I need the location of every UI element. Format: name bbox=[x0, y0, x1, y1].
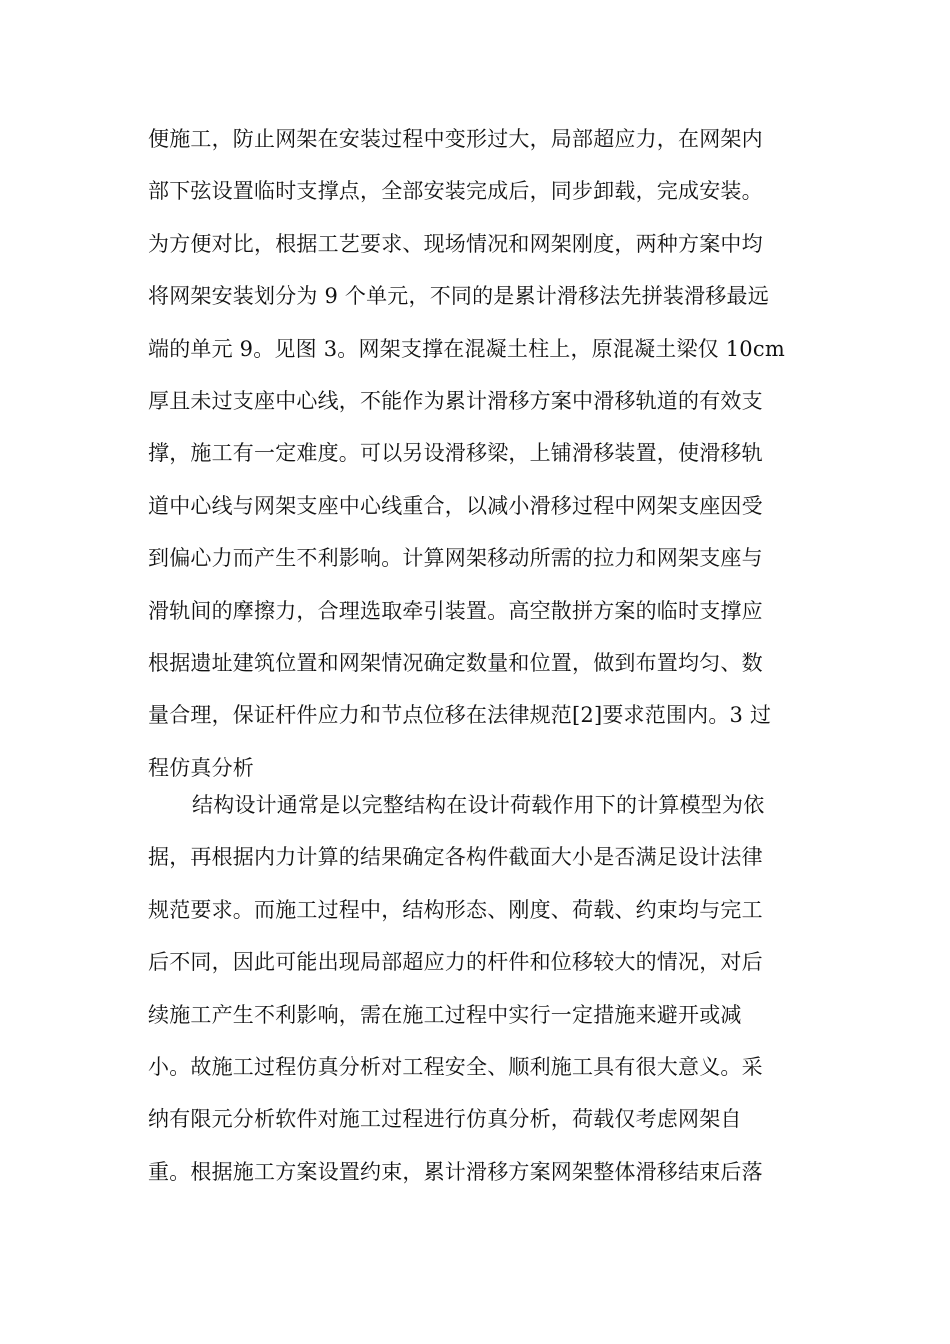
text-line: 据，再根据内力计算的结果确定各构件截面大小是否满足设计法律 bbox=[148, 845, 763, 870]
text-line: 将网架安装划分为 9 个单元，不同的是累计滑移法先拼装滑移最远 bbox=[148, 284, 769, 309]
text-line: 小。故施工过程仿真分析对工程安全、顺利施工具有很大意义。采 bbox=[148, 1054, 763, 1079]
text-line: 结构设计通常是以完整结构在设计荷载作用下的计算模型为依 bbox=[192, 793, 765, 817]
text-line: 根据遗址建筑位置和网架情况确定数量和位置，做到布置均匀、数 bbox=[148, 650, 763, 675]
text-line: 纳有限元分析软件对施工过程进行仿真分析，荷载仅考虑网架自 bbox=[148, 1107, 742, 1132]
text-line: 到偏心力而产生不利影响。计算网架移动所需的拉力和网架支座与 bbox=[148, 546, 763, 571]
paragraph-simulation-analysis bbox=[148, 779, 808, 1198]
paragraph-construction-plan bbox=[148, 113, 808, 794]
text-line: 量合理，保证杆件应力和节点位移在法律规范[2]要求范围内。3 过 bbox=[148, 703, 772, 728]
text-line: 续施工产生不利影响，需在施工过程中实行一定措施来避开或减 bbox=[148, 1002, 742, 1027]
text-line: 部下弦设置临时支撑点，全部安装完成后，同步卸载，完成安装。 bbox=[148, 179, 763, 204]
text-line: 道中心线与网架支座中心线重合，以减小滑移过程中网架支座因受 bbox=[148, 493, 763, 518]
text-line: 端的单元 9。见图 3。网架支撑在混凝土柱上，原混凝土梁仅 10cm bbox=[148, 336, 785, 361]
text-line: 程仿真分析 bbox=[148, 755, 254, 780]
text-line: 滑轨间的摩擦力，合理选取牵引装置。高空散拼方案的临时支撑应 bbox=[148, 598, 763, 623]
text-line: 后不同，因此可能出现局部超应力的杆件和位移较大的情况，对后 bbox=[148, 950, 763, 975]
text-line: 规范要求。而施工过程中，结构形态、刚度、荷载、约束均与完工 bbox=[148, 897, 763, 922]
text-line: 重。根据施工方案设置约束，累计滑移方案网架整体滑移结束后落 bbox=[148, 1159, 763, 1184]
text-line: 便施工，防止网架在安装过程中变形过大，局部超应力，在网架内 bbox=[148, 127, 763, 151]
text-line: 为方便对比，根据工艺要求、现场情况和网架刚度，两种方案中均 bbox=[148, 231, 763, 256]
text-line: 撑，施工有一定难度。可以另设滑移梁，上铺滑移装置，使滑移轨 bbox=[148, 441, 763, 466]
text-line: 厚且未过支座中心线，不能作为累计滑移方案中滑移轨道的有效支 bbox=[148, 388, 763, 413]
